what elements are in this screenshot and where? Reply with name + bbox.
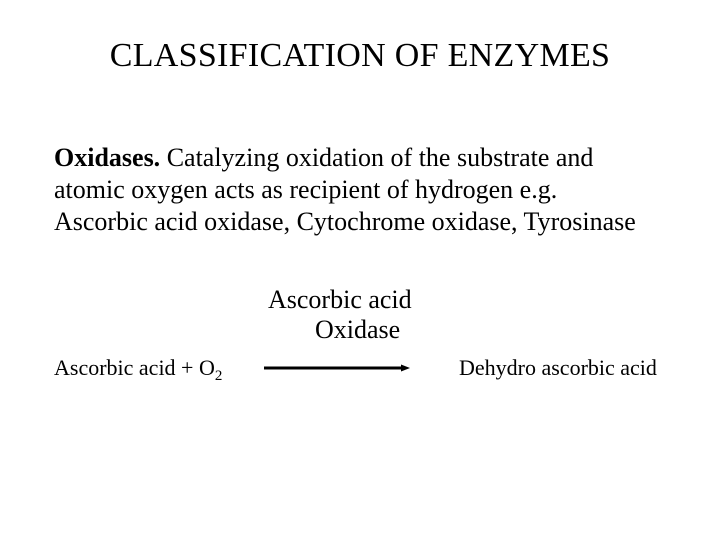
slide-title: CLASSIFICATION OF ENZYMES bbox=[109, 37, 611, 74]
product-label: Dehydro ascorbic acid bbox=[459, 355, 657, 380]
enzyme-label-line-2: Oxidase bbox=[315, 315, 401, 344]
oxygen-subscript: 2 bbox=[214, 368, 223, 384]
reactant-text: Ascorbic acid + O bbox=[54, 355, 215, 380]
reactant-label bbox=[54, 354, 222, 382]
definition-term: Oxidases. bbox=[54, 143, 161, 172]
definition-line-1 bbox=[54, 142, 704, 174]
definition-line-2: atomic oxygen acts as recipient of hydrogen e.g. bbox=[54, 175, 558, 204]
enzyme-label-line-1: Ascorbic acid bbox=[268, 285, 412, 314]
enzyme-label bbox=[268, 285, 458, 345]
definition-line-1-text: Catalyzing oxidation of the substrate and bbox=[160, 143, 594, 172]
definition-paragraph bbox=[54, 142, 704, 238]
right-arrow-icon bbox=[262, 360, 412, 376]
arrow-head bbox=[401, 365, 410, 372]
definition-line-3: Ascorbic acid oxidase, Cytochrome oxidase, Tyrosinase bbox=[54, 207, 636, 236]
